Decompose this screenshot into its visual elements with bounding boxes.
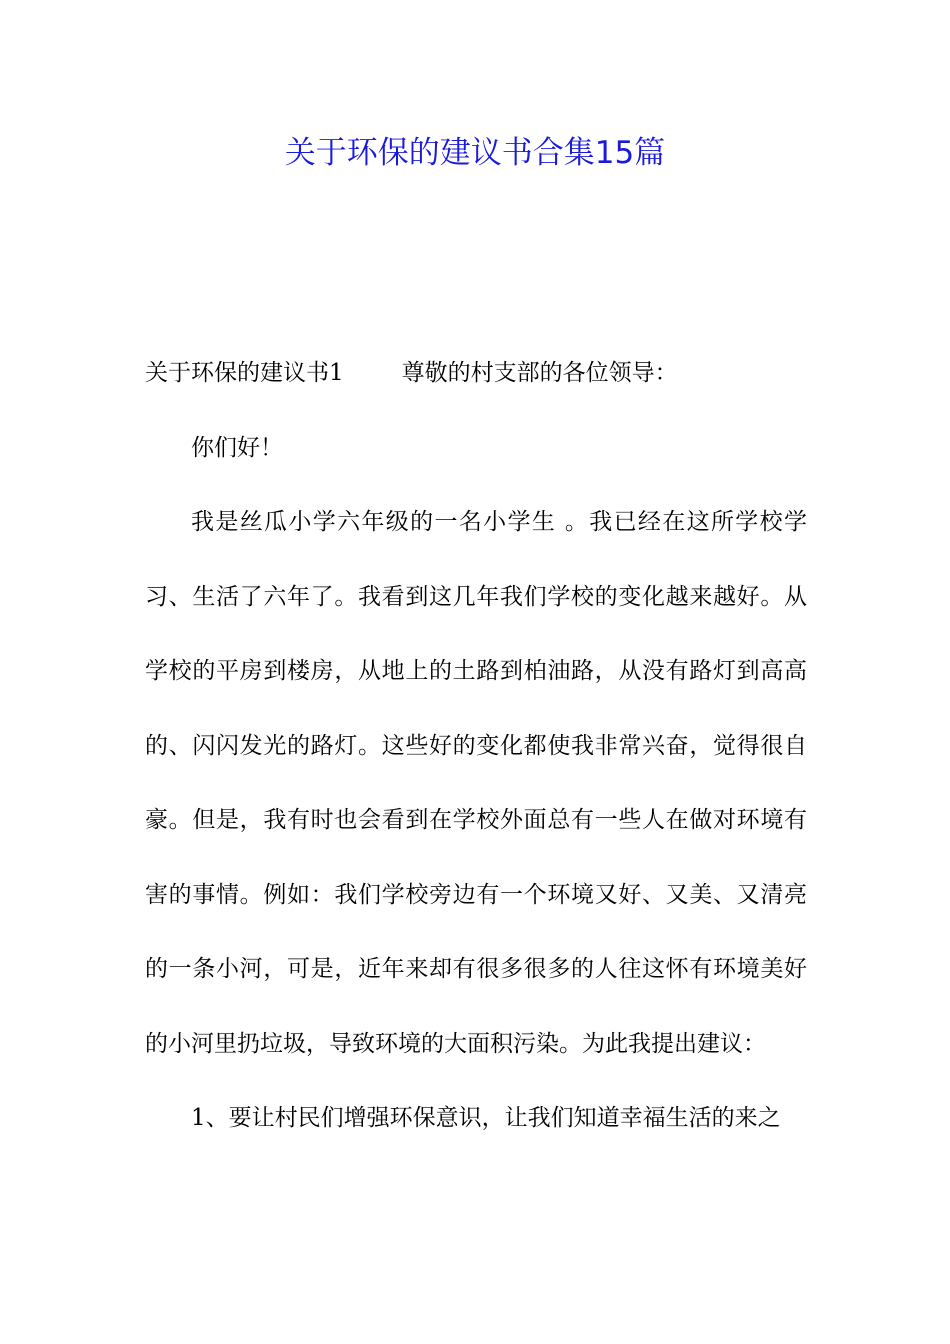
section-heading: 关于环保的建议书1	[145, 360, 344, 386]
document-body	[145, 336, 807, 1156]
greeting: 你们好！	[191, 434, 283, 461]
salutation: 尊敬的村支部的各位领导：	[401, 360, 678, 386]
heading-line	[145, 336, 807, 411]
document-title: 关于环保的建议书合集15篇	[284, 135, 666, 171]
body-paragraph-2: 1、要让村民们增强环保意识，让我们知道幸福生活的来之	[191, 1105, 781, 1131]
body-paragraph-1: 我是丝瓜小学六年级的一名小学生 。我已经在这所学校学习、生活了六年了。我看到这几年我们学校的变化越来越好。从学校的平房到楼房，从地上的土路到柏油路，从没有路灯到高高的、闪闪发光的路灯。这些好的变化都使我非常兴奋，觉得很自豪。但是，我有时也会看到在学校外面总有一些人在做对环境有害的事情。例如：我们学校旁边有一个环境又好、又美、又清亮的一条小河，可是，近年来却有很多很多的人往这怀有环境美好的小河里扔垃圾，导致环境的大面积污染。为此我提出建议：	[145, 509, 807, 1057]
